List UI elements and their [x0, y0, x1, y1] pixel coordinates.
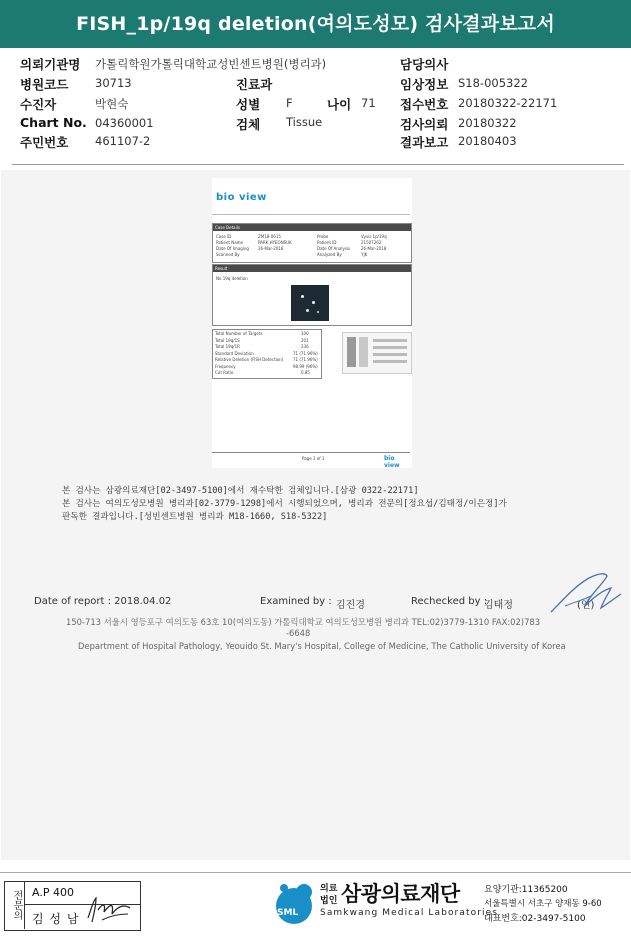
case-details-value: PARK HYEONSUK [258, 240, 292, 245]
sex-value: F [286, 96, 293, 110]
header-divider [12, 164, 624, 165]
department-line: Department of Hospital Pathology, Yeouido St. Mary's Hospital, College of Medicine, The Catholic University of Korea [78, 641, 566, 651]
fish-report-image [212, 178, 412, 468]
fish-signal [301, 295, 304, 298]
table-row-label: Total 19q/1R [215, 344, 240, 349]
table-row-value: 71 (71.96%) [293, 357, 318, 362]
receipt-no-value: 20180322-22171 [458, 96, 558, 110]
company-name: 삼광의료재단 [341, 882, 460, 906]
logo-divider [212, 214, 410, 215]
fish-cell-image [291, 285, 329, 321]
case-details-box [212, 223, 412, 263]
measurements-table [212, 329, 322, 379]
table-row-value: 0.85 [301, 370, 310, 375]
case-details-value: YJK [361, 252, 368, 257]
case-details-value: Vysis 1p/19q [361, 234, 387, 239]
resident-no-label: 주민번호 [20, 135, 69, 150]
table-row-label: Total Number of Targets [215, 331, 263, 336]
note-line-3: 판독한 결과입니다.[성빈센트병원 병리과 M18-1660, S18-5322] [62, 512, 328, 522]
note-line-2: 본 검사는 여의도성모병원 병리과[02-3779-1298]에서 시행되었으며, 병리과 전문의[정요섭/김태정/이은정]가 [62, 499, 507, 509]
stamp-side-label: 전문의 [4, 881, 25, 929]
company-english-name: Samkwang Medical Laboratories [320, 908, 499, 918]
specialist-signature [84, 892, 136, 926]
table-row-value: 100 [301, 331, 309, 336]
thumbnail [359, 337, 368, 367]
case-details-value: 26-Mar-2018 [361, 246, 387, 251]
thumbnail-bar [373, 346, 407, 349]
fish-signal [312, 301, 315, 304]
bioview-footer-logo: bio view [384, 455, 400, 469]
fish-signal [306, 309, 309, 312]
footer-divider [0, 872, 631, 873]
table-row-label: Standard Deviation [215, 350, 254, 356]
table-row-label: Frequency [215, 363, 236, 369]
stamp-title: A.P 400 [32, 886, 74, 899]
specimen-value: Tissue [286, 115, 323, 129]
address-line-1: 150-713 서울시 영등포구 여의도동 63호 10(여의도동) 가톨릭대학교 여의도성모병원 병리과 TEL:02)3779-1310 FAX:02)783 [66, 617, 541, 627]
institution-code: 요양기관:11365200 [484, 885, 568, 895]
result-box [212, 264, 412, 326]
case-details-value: ZM18-0615 [258, 234, 281, 239]
age-label: 나이 [327, 97, 352, 112]
case-details-key: Patient ID [317, 240, 337, 245]
rechecked-by-label: Rechecked by : [411, 596, 488, 607]
sml-logo-icon [270, 878, 320, 928]
examiner-name: 김진경 [336, 600, 365, 611]
thumbnail-bar [373, 360, 407, 363]
rechecker-name: 김태정 [484, 600, 513, 611]
signal-thumbnails [342, 332, 412, 374]
thumbnail-bar [373, 339, 407, 342]
chart-no-label: Chart No. [20, 115, 87, 130]
patient-value: 박현숙 [95, 97, 129, 111]
age-value: 71 [361, 96, 376, 110]
case-details-value: 26-Mar-2018 [258, 246, 284, 251]
case-details-value: 21507262 [361, 240, 382, 245]
case-details-key: Patient Name [216, 240, 243, 245]
case-details-header: Case Details [213, 224, 411, 231]
department-label: 진료과 [236, 77, 273, 92]
company-phone: 대표번호:02-3497-5100 [484, 914, 586, 924]
examined-by-label: Examined by : [260, 596, 332, 607]
result-header: Result [213, 265, 411, 272]
resident-no-value: 461107-2 [95, 134, 151, 148]
chart-no-value: 04360001 [95, 116, 154, 130]
thumbnail-bar [373, 353, 407, 356]
table-row-value: 236 [301, 344, 309, 349]
case-details-key: Date Of Imaging [216, 246, 249, 251]
clinical-info-label: 임상정보 [400, 77, 449, 92]
case-details-key: Analyzed By [317, 252, 342, 257]
note-line-1: 본 검사는 삼광의료재단[02-3497-5100]에서 재수탁한 검체입니다.[삼광 0322-22171] [62, 486, 419, 496]
requesting-institution-value: 가톨릭학원가톨릭대학교성빈센트병원(병리과) [95, 57, 327, 71]
case-details-key: Probe [317, 234, 329, 239]
legal-label-1: 의료 [320, 884, 338, 894]
sml-logo-text: SML [277, 908, 299, 918]
date-of-report: Date of report : 2018.04.02 [34, 596, 172, 607]
legal-label-2: 법인 [320, 896, 338, 906]
address-line-2: -6648 [286, 628, 311, 638]
stamp-name: 김 성 남 [32, 912, 80, 926]
table-row-value: 201 [301, 337, 309, 343]
request-date-label: 검사의뢰 [400, 117, 449, 132]
bioview-logo: bio view [216, 192, 267, 203]
seal-mark: (인) [577, 600, 595, 611]
hospital-code-value: 30713 [95, 76, 132, 90]
report-page-footer-rule [212, 452, 410, 453]
report-title: FISH_1p/19q deletion(여의도성모) 검사결과보고서 [0, 0, 631, 48]
case-details-key: Date Of Analysis [317, 246, 351, 251]
case-details-key: Case ID [216, 234, 232, 239]
rechecker-signature [545, 568, 625, 618]
table-row-label: Cut Ratio [215, 370, 234, 375]
fish-signal [317, 311, 319, 313]
receipt-no-label: 접수번호 [400, 97, 449, 112]
sex-label: 성별 [236, 97, 261, 112]
request-date-value: 20180322 [458, 116, 517, 130]
case-details-key: Scanned By [216, 252, 240, 257]
table-row-label: Total 19q/1S [215, 337, 240, 343]
report-date-label: 결과보고 [400, 135, 449, 150]
patient-label: 수진자 [20, 97, 57, 112]
table-row-value: 71 (71.96%) [293, 350, 318, 356]
thumbnail [347, 337, 356, 367]
clinical-info-value: S18-005322 [458, 76, 528, 90]
table-row-value: 98.99 (96%) [293, 363, 318, 369]
physician-label: 담당의사 [400, 57, 449, 72]
requesting-institution-label: 의뢰기관명 [20, 57, 81, 72]
report-date-value: 20180403 [458, 134, 517, 148]
table-row-label: Relative Deletion (FISH Detection) [215, 357, 284, 362]
company-address: 서울특별시 서초구 양재동 9-60 [484, 899, 602, 909]
page-indicator: Page 1 of 1 [302, 456, 325, 461]
result-text: No 19q deletion [216, 276, 248, 281]
specimen-label: 검체 [236, 117, 261, 132]
hospital-code-label: 병원코드 [20, 77, 69, 92]
